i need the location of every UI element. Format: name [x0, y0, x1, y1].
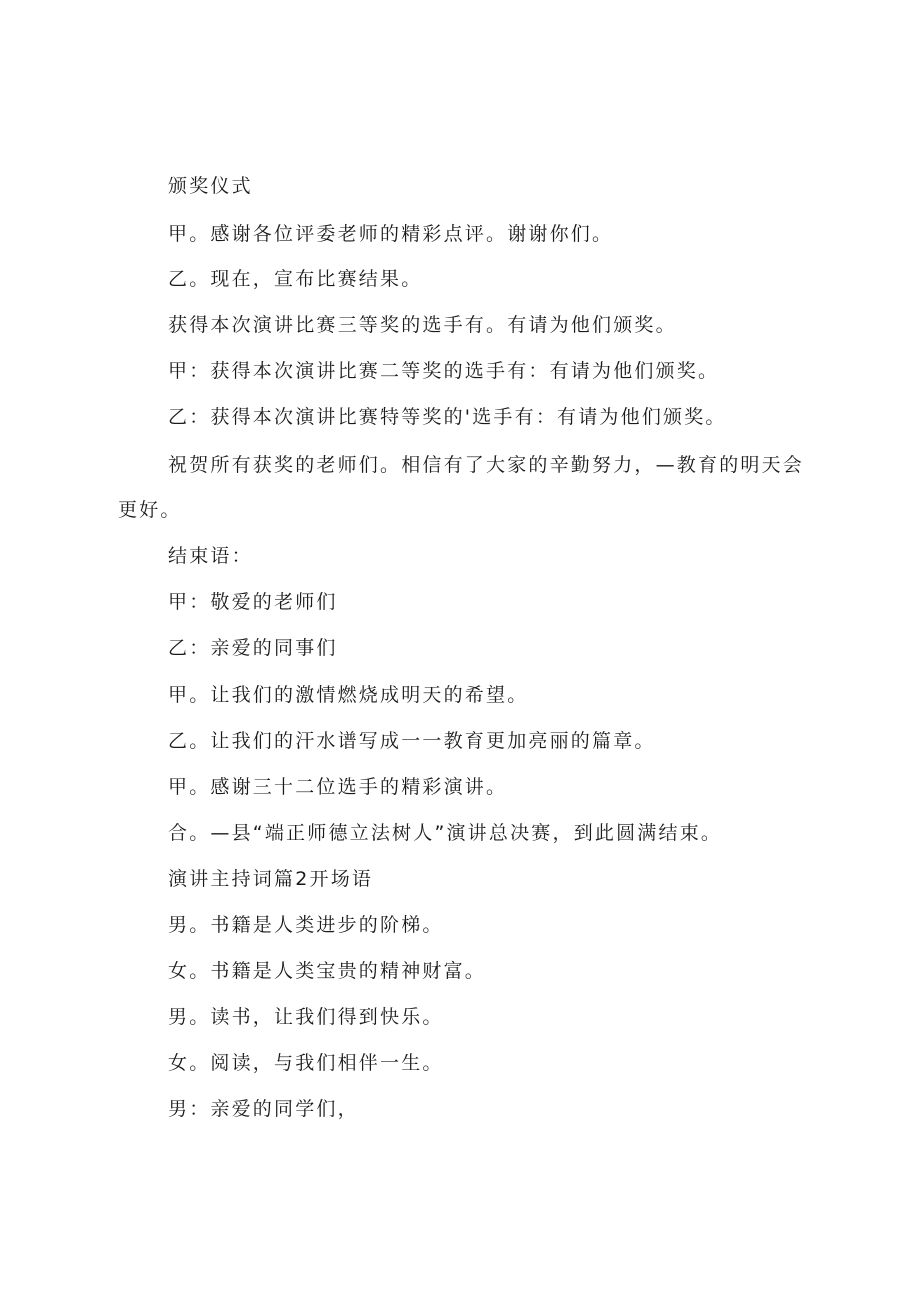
paragraph-line: 乙：获得本次演讲比赛特等奖的'选手有：有请为他们颁奖。 — [168, 406, 727, 428]
paragraph-line: 乙。现在，宣布比赛结果。 — [168, 268, 423, 290]
paragraph-line: 乙。让我们的汗水谱写成一一教育更加亮丽的篇章。 — [168, 730, 656, 752]
paragraph-line: 乙：亲爱的同事们 — [168, 637, 338, 659]
heading-closing-remarks: 结束语： — [168, 545, 253, 567]
paragraph-line: 男。读书，让我们得到快乐。 — [168, 1006, 444, 1028]
paragraph-line-continued: 更好。 — [118, 499, 182, 521]
paragraph-line: 甲：获得本次演讲比赛二等奖的选手有：有请为他们颁奖。 — [168, 360, 720, 382]
paragraph-line: 获得本次演讲比赛三等奖的选手有。有请为他们颁奖。 — [168, 314, 677, 336]
paragraph-line: 女。阅读，与我们相伴一生。 — [168, 1052, 444, 1074]
paragraph-line: 合。—县“端正师德立法树人”演讲总决赛，到此圆满结束。 — [168, 822, 723, 844]
paragraph-line: 甲。让我们的激情燃烧成明天的希望。 — [168, 684, 529, 706]
paragraph-line: 甲。感谢各位评委老师的精彩点评。谢谢你们。 — [168, 223, 614, 245]
paragraph-line: 男。书籍是人类进步的阶梯。 — [168, 914, 444, 936]
paragraph-line: 甲：敬爱的老师们 — [168, 591, 338, 613]
paragraph-line: 甲。感谢三十二位选手的精彩演讲。 — [168, 776, 508, 798]
paragraph-line: 祝贺所有获奖的老师们。相信有了大家的辛勤努力，—教育的明天会 — [168, 454, 805, 476]
heading-speech-host-part2: 演讲主持词篇2开场语 — [168, 868, 374, 890]
heading-award-ceremony: 颁奖仪式 — [168, 175, 253, 197]
paragraph-line: 女。书籍是人类宝贵的精神财富。 — [168, 960, 487, 982]
paragraph-line: 男：亲爱的同学们， — [168, 1098, 359, 1120]
